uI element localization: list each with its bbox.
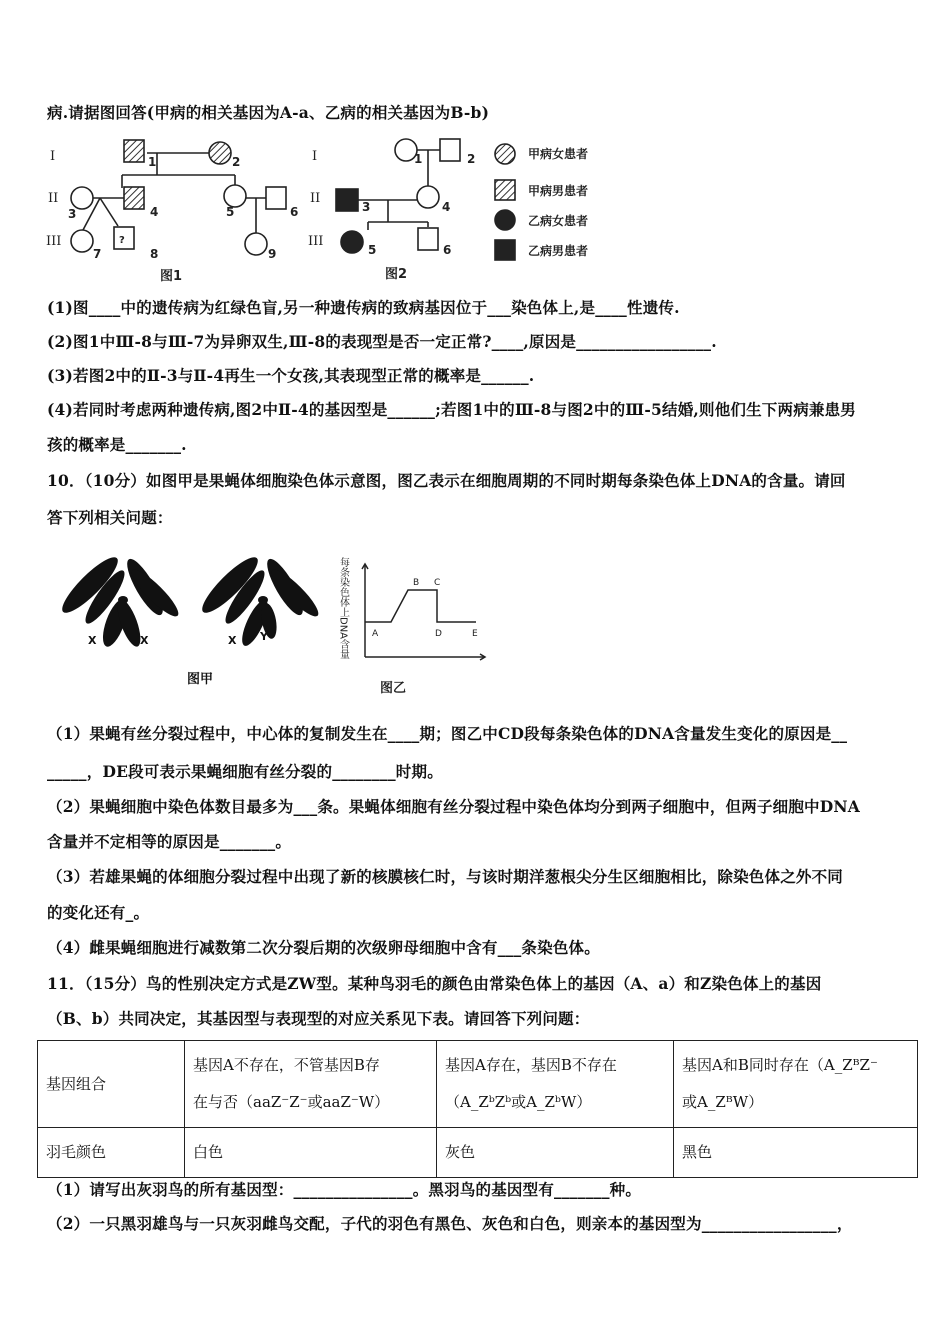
genotype-phenotype-table	[37, 1040, 918, 1178]
legend-label: 乙病男患者	[528, 244, 589, 258]
q10-stem: 10．（10分）如图甲是果蝇体细胞染色体示意图，图乙表示在细胞周期的不同时期每条染色体上DNA的含量。请回	[47, 471, 846, 490]
gen-label: III	[46, 234, 62, 249]
q10-question-2-cont: 含量并不定相等的原因是_______。	[47, 832, 292, 851]
member-number: 8	[150, 247, 159, 261]
figure-caption: 图甲	[187, 672, 214, 687]
gen-label: II	[48, 191, 59, 206]
figure-caption: 图2	[385, 267, 408, 282]
affected-male-yi-3	[336, 189, 358, 211]
table-header-cell: 羽毛颜色	[38, 1128, 185, 1178]
member-number: 4	[150, 205, 159, 219]
affected-female-jia-2	[209, 142, 231, 164]
member-number: 1	[414, 152, 423, 166]
chromosome-label-y: Y	[260, 630, 268, 643]
member-number: 2	[467, 152, 476, 166]
fruit-fly-chromosome-figure	[55, 555, 345, 690]
member-number: 2	[232, 155, 241, 169]
figure-caption: 图乙	[380, 681, 407, 696]
q9-question-4-cont: 孩的概率是_______.	[47, 435, 187, 454]
member-number: 3	[362, 200, 371, 214]
q10-question-3-cont: 的变化还有_。	[47, 903, 150, 922]
table-row	[38, 1128, 918, 1178]
pedigree-figure-1	[40, 130, 300, 285]
figure-caption: 图1	[160, 269, 183, 284]
q11-question-1: （1）请写出灰羽鸟的所有基因型：_______________。黑羽鸟的基因型有_______种。	[47, 1180, 642, 1199]
q9-question-3: (3)若图2中的Ⅱ-3与Ⅱ-4再生一个女孩,其表现型正常的概率是______.	[47, 366, 535, 385]
gen-label: I	[50, 149, 56, 164]
q11-question-2: （2）一只黑羽雄鸟与一只灰羽雌鸟交配，子代的羽色有黑色、灰色和白色，则亲本的基因型为_________________，	[47, 1214, 853, 1233]
affected-female-yi-5	[341, 231, 363, 253]
point-label: A	[372, 629, 379, 639]
member-number: 6	[290, 205, 299, 219]
member-number: 1	[148, 155, 157, 169]
legend-jia-male-icon	[495, 180, 515, 200]
member-number: 6	[443, 243, 452, 257]
member-number: 5	[368, 243, 377, 257]
member-number: 9	[268, 247, 277, 261]
legend-yi-female-icon	[495, 210, 515, 230]
legend-label: 甲病女患者	[528, 147, 589, 161]
q10-question-3: （3）若雄果蝇的体细胞分裂过程中出现了新的核膜核仁时，与该时期洋葱根尖分生区细胞相比，除染色体之外不同	[47, 867, 843, 886]
female-karyotype	[56, 555, 183, 650]
table-row	[38, 1041, 918, 1128]
chromosome-label-x: X	[88, 634, 97, 647]
member-number: 5	[226, 205, 235, 219]
chromosome-label-x: X	[140, 634, 149, 647]
q10-question-2: （2）果蝇细胞中染色体数目最多为___条。果蝇体细胞有丝分裂过程中染色体均分到两子细胞中，但两子细胞中DNA	[47, 797, 860, 816]
legend-yi-male-icon	[495, 240, 515, 260]
y-axis-label: 每条染色体上DNA含量	[337, 557, 349, 660]
legend-label: 乙病女患者	[528, 214, 589, 228]
gen-label: II	[310, 191, 321, 206]
q9-question-2: (2)图1中Ⅲ-8与Ⅲ-7为异卵双生,Ⅲ-8的表现型是否一定正常?____,原因是_________________.	[47, 332, 717, 351]
dna-content-graph	[335, 552, 495, 697]
pedigree-figure-2	[300, 130, 620, 285]
table-cell: 基因A和B同时存在（A_ZᴮZ⁻ 或A_ZᴮW）	[674, 1041, 918, 1128]
member-number: 3	[68, 207, 77, 221]
affected-male-jia-1	[124, 140, 144, 162]
legend-label: 甲病男患者	[528, 184, 589, 198]
q10-question-1-cont: _____，DE段可表示果蝇细胞有丝分裂的________时期。	[47, 762, 443, 781]
table-cell: 基因A存在，基因B不存在 （A_ZᵇZᵇ或A_ZᵇW）	[437, 1041, 674, 1128]
table-header-cell: 基因组合	[38, 1041, 185, 1128]
point-label: E	[472, 629, 478, 639]
table-cell: 基因A不存在，不管基因B存 在与否（aaZ⁻Z⁻或aaZ⁻W）	[185, 1041, 437, 1128]
legend-jia-female-icon	[495, 144, 515, 164]
gen-label: III	[308, 234, 324, 249]
q11-stem: 11．（15分）鸟的性别决定方式是ZW型。某种鸟羽毛的颜色由常染色体上的基因（A、a）和Z染色体上的基因	[47, 974, 822, 993]
gen-label: I	[312, 149, 318, 164]
q10-stem-cont: 答下列相关问题：	[47, 508, 173, 527]
q9-question-4: (4)若同时考虑两种遗传病,图2中Ⅱ-4的基因型是______;若图1中的Ⅲ-8与图2中的Ⅲ-5结婚,则他们生下两病兼患男	[47, 400, 856, 419]
table-cell: 黑色	[674, 1128, 918, 1178]
member-number: 4	[442, 200, 451, 214]
q10-question-4: （4）雌果蝇细胞进行减数第二次分裂后期的次级卵母细胞中含有___条染色体。	[47, 938, 600, 957]
q10-question-1: （1）果蝇有丝分裂过程中，中心体的复制发生在____期；图乙中CD段每条染色体的DNA含量发生变化的原因是__	[47, 724, 848, 743]
table-cell: 灰色	[437, 1128, 674, 1178]
point-label: C	[434, 578, 441, 588]
unknown-mark: ?	[119, 235, 125, 246]
q9-question-1: (1)图____中的遗传病为红绿色盲,另一种遗传病的致病基因位于___染色体上,是____性遗传.	[47, 298, 680, 317]
point-label: D	[435, 629, 442, 639]
dna-content-line	[365, 590, 476, 622]
member-number: 7	[93, 247, 102, 261]
q9-intro: 病.请据图回答(甲病的相关基因为A-a、乙病的相关基因为B-b)	[47, 103, 490, 122]
table-cell: 白色	[185, 1128, 437, 1178]
q11-stem-cont: （B、b）共同决定，其基因型与表现型的对应关系见下表。请回答下列问题：	[47, 1009, 590, 1028]
point-label: B	[413, 578, 420, 588]
chromosome-label-x: X	[228, 634, 237, 647]
